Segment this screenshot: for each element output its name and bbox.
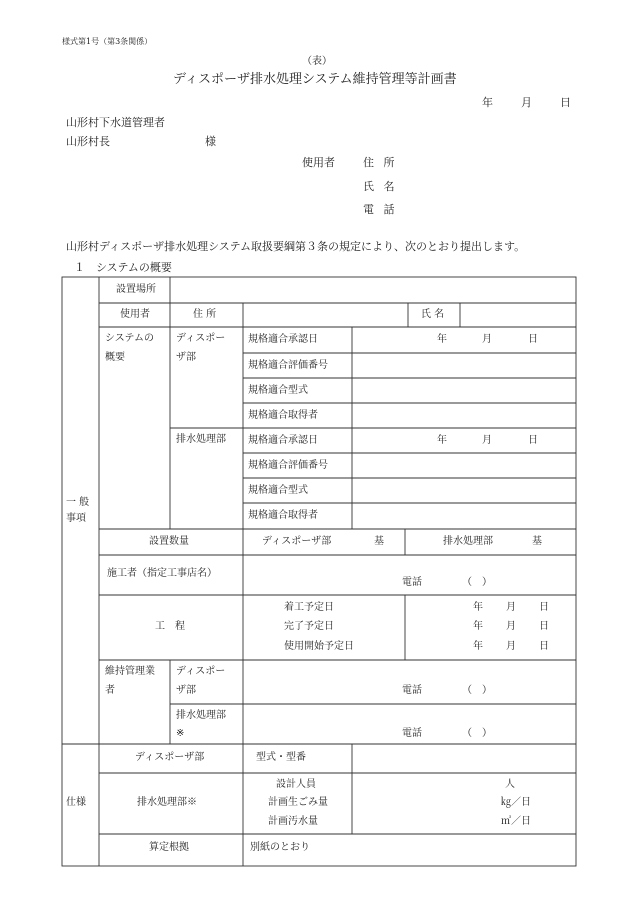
date-day: 日 bbox=[560, 96, 571, 109]
spec-disposer-label: ディスポーザ部 bbox=[135, 752, 205, 763]
user-label: 使用者 bbox=[120, 309, 150, 320]
install-count-label: 設置数量 bbox=[149, 536, 189, 547]
drain-approval-day: 日 bbox=[528, 435, 538, 446]
applicant-label: 使用者 bbox=[302, 156, 335, 169]
maintenance-label-2: 者 bbox=[105, 685, 115, 696]
start-month: 月 bbox=[506, 602, 516, 613]
contractor-phone-label: 電話 bbox=[402, 577, 422, 588]
applicant-phone-label: 電 話 bbox=[363, 203, 398, 216]
drain-approval-month: 月 bbox=[482, 435, 492, 446]
see-attached-text: 別紙のとおり bbox=[250, 842, 310, 853]
approval-year: 年 bbox=[437, 334, 447, 345]
maint-disposer-phone-paren: （ ） bbox=[462, 685, 492, 696]
complete-year: 年 bbox=[473, 621, 483, 632]
complete-date-label: 完了予定日 bbox=[284, 621, 334, 632]
model-type-label: 規格適合型式 bbox=[248, 385, 308, 396]
addressee-line2: 山形村長 bbox=[66, 135, 110, 148]
start-year: 年 bbox=[473, 602, 483, 613]
spec-drain-label: 排水処理部※ bbox=[137, 797, 197, 808]
complete-month: 月 bbox=[506, 621, 516, 632]
system-overview-label-1: システムの bbox=[105, 333, 154, 344]
use-start-year: 年 bbox=[473, 641, 483, 652]
intro-text: 山形村ディスポーザ排水処理システム取扱要綱第３条の規定により、次のとおり提出します。 bbox=[66, 240, 526, 253]
maintenance-label-1: 維持管理業 bbox=[105, 666, 155, 677]
use-start-day: 日 bbox=[539, 641, 549, 652]
date-month: 月 bbox=[521, 96, 532, 109]
general-items-label: 一 般 事項 bbox=[66, 497, 90, 524]
drain-model-type-label: 規格適合型式 bbox=[248, 485, 308, 496]
drain-part-label: 排水処理部 bbox=[176, 434, 226, 445]
planned-waste-label: 計画生ごみ量 bbox=[268, 797, 328, 808]
install-location-label: 設置場所 bbox=[116, 284, 156, 295]
maint-disposer-phone-label: 電話 bbox=[402, 685, 422, 696]
addressee-line1: 山形村下水道管理者 bbox=[66, 116, 165, 129]
drain-acquirer-label: 規格適合取得者 bbox=[248, 510, 318, 521]
maint-drain-note: ※ bbox=[176, 728, 185, 739]
page-title: ディスポーザ排水処理システム維持管理等計画書 bbox=[173, 72, 457, 87]
disposer-part-label-1: ディスポー bbox=[176, 333, 226, 344]
contractor-label: 施工者（指定工事店名） bbox=[107, 568, 217, 579]
maint-disposer-label-2: ザ部 bbox=[176, 685, 196, 696]
use-start-date-label: 使用開始予定日 bbox=[284, 641, 354, 652]
drain-unit-ki: 基 bbox=[532, 536, 542, 547]
contractor-phone-paren: （ ） bbox=[462, 577, 492, 588]
approval-date-label: 規格適合承認日 bbox=[248, 334, 318, 345]
applicant-name-label: 氏 名 bbox=[363, 180, 398, 193]
drain-unit-label: 排水処理部 bbox=[443, 536, 493, 547]
spec-label: 仕様 bbox=[66, 797, 86, 808]
date-year: 年 bbox=[482, 96, 493, 109]
disposer-unit-label: ディスポーザ部 bbox=[262, 536, 332, 547]
maint-drain-phone-label: 電話 bbox=[402, 728, 422, 739]
addressee-honorific: 様 bbox=[205, 135, 216, 148]
approval-day: 日 bbox=[528, 334, 538, 345]
eval-number-label: 規格適合評価番号 bbox=[248, 360, 328, 371]
table-mark: （表） bbox=[302, 56, 332, 67]
maint-disposer-label-1: ディスポー bbox=[176, 666, 226, 677]
drain-eval-number-label: 規格適合評価番号 bbox=[248, 460, 328, 471]
use-start-month: 月 bbox=[506, 641, 516, 652]
start-date-label: 着工予定日 bbox=[284, 602, 334, 613]
form-number: 様式第1号（第3条関係） bbox=[62, 37, 153, 46]
calc-basis-label: 算定根拠 bbox=[149, 842, 189, 853]
model-number-label: 型式・型番 bbox=[256, 752, 306, 763]
maint-drain-label: 排水処理部 bbox=[176, 710, 226, 721]
approval-month: 月 bbox=[482, 334, 492, 345]
planned-water-label: 計画汚水量 bbox=[268, 816, 318, 827]
schedule-label: 工 程 bbox=[155, 621, 185, 632]
disposer-unit-ki: 基 bbox=[374, 536, 384, 547]
acquirer-label: 規格適合取得者 bbox=[248, 410, 318, 421]
disposer-part-label-2: ザ部 bbox=[176, 352, 196, 363]
drain-approval-year: 年 bbox=[437, 435, 447, 446]
unit-kg-per-day: ㎏／日 bbox=[501, 797, 531, 808]
user-address-label: 住 所 bbox=[193, 309, 217, 320]
complete-day: 日 bbox=[539, 621, 549, 632]
unit-m3-per-day: ㎥／日 bbox=[501, 816, 531, 827]
unit-people: 人 bbox=[505, 779, 515, 790]
user-name-label: 氏 名 bbox=[421, 309, 445, 320]
section-title: １ システムの概要 bbox=[74, 261, 172, 274]
start-day: 日 bbox=[539, 602, 549, 613]
applicant-address-label: 住 所 bbox=[363, 156, 398, 169]
system-overview-label-2: 概要 bbox=[105, 352, 125, 363]
maint-drain-phone-paren: （ ） bbox=[462, 728, 492, 739]
design-people-label: 設計人員 bbox=[276, 779, 316, 790]
drain-approval-date-label: 規格適合承認日 bbox=[248, 435, 318, 446]
